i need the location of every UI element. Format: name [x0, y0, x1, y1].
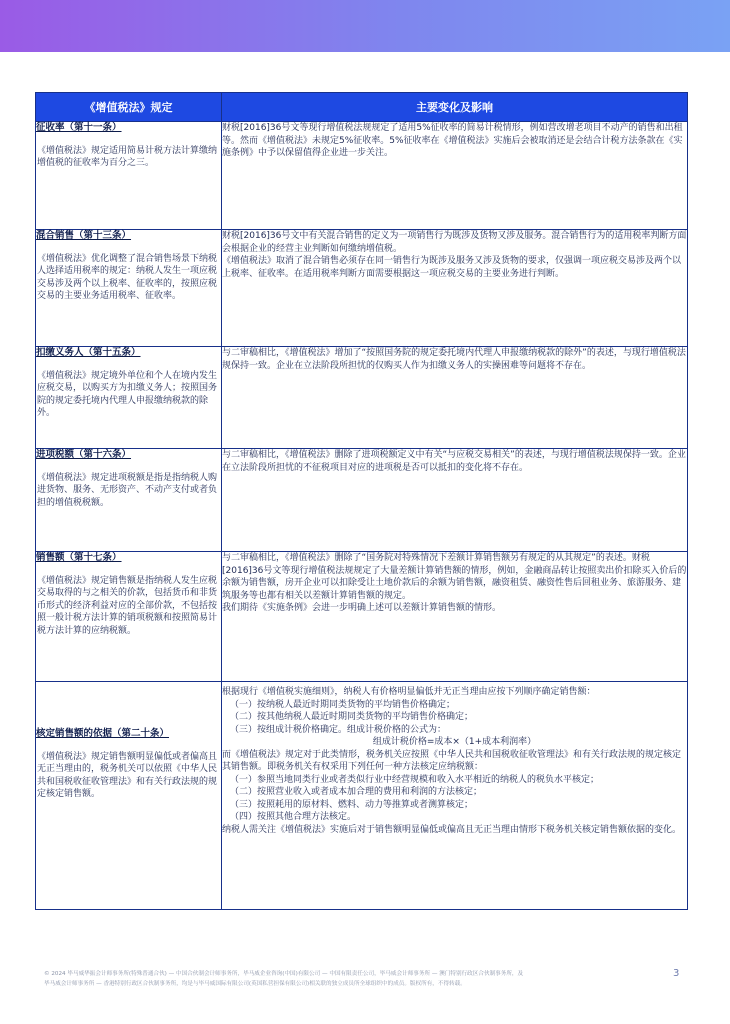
provision-description: 《增值税法》规定销售额是指纳税人发生应税交易取得的与之相关的价款，包括货币和非货币形式的经济利益对应的全部价款，不包括按照一般计税方法计算的销项税额和按照简易计税方法计算的应纳税额。 — [37, 575, 218, 636]
provision-description: 《增值税法》规定销售额明显偏低或者偏高且无正当理由的，税务机关可以依照《中华人民共和国税收征收管理法》和有关行政法规的规定核定销售额。 — [37, 751, 218, 799]
vat-law-table — [35, 92, 688, 910]
change-text: 与二审稿相比，《增值税法》删除了进项税额定义中有关“与应税交易相关”的表述，与现行增值税法规保持一致。企业在立法阶段所担忧的不征税项目对应的进项税是否可以抵扣的变化将不存在。 — [222, 450, 686, 473]
table-row — [36, 347, 688, 449]
change-cell — [222, 449, 688, 552]
copyright-footer — [44, 969, 654, 989]
provision-description: 《增值税法》规定适用简易计税方法计算缴纳增值税的征收率为百分之三。 — [37, 145, 218, 168]
change-middle: 而《增值税法》规定对于此类情形，税务机关应按照《中华人民共和国税收征收管理法》和有关行政法规的规定核定其销售额。即税务机关有权采用下列任何一种方法核定应纳税额： — [222, 749, 682, 772]
footer-line-1: © 2024 毕马威华振会计师事务所(特殊普通合伙) — 中国合伙制会计师事务所，毕马威企业咨询(中国)有限公司 — 中国有限责任公司，毕马威会计师事务所 — 澳门特别行政区合伙制事务所，及 — [44, 971, 524, 977]
change-cell — [222, 552, 688, 682]
provision-title: 核定销售额的依据（第二十条） — [36, 728, 170, 739]
provision-description: 《增值税法》优化调整了混合销售场景下纳税人选择适用税率的规定：纳税人发生一项应税交易涉及两个以上税率、征收率的，按照应税交易的主要业务适用税率、征收率。 — [37, 253, 218, 301]
provision-description: 《增值税法》规定进项税额是指是指纳税人购进货物、服务、无形资产、不动产支付或者负担的增值税税额。 — [37, 472, 218, 508]
change-text: 财税[2016]36号文等现行增值税法规规定了适用5%征收率的简易计税情形，例如营改增老项目不动产的销售和出租等。然而《增值税法》未规定5%征收率。5%征收率在《增值税法》实施后会被取消还是会结合计税方法条款在《实施条例》中予以保留值得企业进一步关注。 — [222, 123, 683, 158]
provision-cell — [36, 122, 222, 230]
provision-cell — [36, 449, 222, 552]
change-cell — [222, 122, 688, 230]
list-item: （四）按照其他合理方法核定。 — [230, 812, 357, 822]
change-text: 与二审稿相比，《增值税法》增加了“按照国务院的规定委托境内代理人申报缴纳税款的除外”的表述，与现行增值税法规保持一致。企业在立法阶段所担忧的仅购买人作为扣缴义务人的实操困难等问题将不存在。 — [222, 348, 686, 371]
change-intro: 根据现行《增值税实施细则》，纳税人有价格明显偏低并无正当理由应按下列顺序确定销售额： — [222, 687, 596, 697]
table-row — [36, 449, 688, 552]
formula-text: 组成计税价格=成本×（1+成本利润率） — [372, 737, 537, 747]
provision-title: 混合销售（第十三条） — [36, 230, 132, 241]
list-item: （三）按组成计税价格确定。组成计税价格的公式为： — [230, 724, 447, 735]
provision-title: 征收率（第十一条） — [36, 122, 122, 133]
provision-cell — [36, 682, 222, 910]
change-text-1: 与二审稿相比，《增值税法》删除了“国务院对特殊情况下差额计算销售额另有规定的从其规定”的表述。财税[2016]36号文等现行增值税法规规定了大量差额计算销售额的情形，例如，金融商品转让按照卖出价扣除买入价后的余额为销售额，房开企业可以扣除受让土地价款后的余额为销售额，融资租赁、融资性售后回租业务、旅游服务、建筑服务等也都有相关以差额计算销售额的规定。 — [222, 553, 687, 601]
provision-title: 销售额（第十七条） — [36, 552, 122, 563]
provision-cell — [36, 347, 222, 449]
table-row — [36, 682, 688, 910]
table-row — [36, 122, 688, 230]
change-text-2: 我们期待《实施条例》会进一步明确上述可以差额计算销售额的情形。 — [222, 603, 502, 613]
provision-cell — [36, 230, 222, 347]
change-outro: 纳税人需关注《增值税法》实施后对于销售额明显偏低或偏高且无正当理由情形下税务机关核定销售额依据的变化。 — [222, 824, 682, 835]
provision-description: 《增值税法》规定境外单位和个人在境内发生应税交易，以购买方为扣缴义务人；按照国务院的规定委托境内代理人申报缴纳税款的除外。 — [37, 370, 218, 418]
list-item: （三）按照耗用的原材料、燃料、动力等推算或者测算核定； — [230, 799, 474, 810]
list-item: （一）按纳税人最近时期同类货物的平均销售价格确定； — [230, 699, 456, 710]
change-cell — [222, 682, 688, 910]
table-row — [36, 230, 688, 347]
page-number: 3 — [673, 968, 680, 979]
list-item: （二）按照营业收入或者成本加合理的费用和利润的方法核定； — [230, 787, 483, 797]
provision-title: 扣缴义务人（第十五条） — [36, 347, 141, 358]
footer-line-2: 毕马威会计师事务所 — 香港特别行政区合伙制事务所，均是与毕马威国际有限公司(英国私营担保有限公司)相关联的独立成员所全球组织中的成员。版权所有，不得转载。 — [44, 981, 466, 987]
header-main-changes: 主要变化及影响 — [222, 93, 688, 122]
list-item: （二）按其他纳税人最近时期同类货物的平均销售价格确定； — [230, 712, 474, 722]
change-cell — [222, 347, 688, 449]
change-text-2: 《增值税法》取消了混合销售必须存在同一销售行为既涉及服务又涉及货物的要求，仅强调一项应税交易涉及两个以上税率、征收率。在适用税率判断方面需要根据这一项应税交易的主要业务进行判断。 — [222, 256, 682, 279]
list-item: （一）参照当地同类行业或者类似行业中经营规模和收入水平相近的纳税人的税负水平核定； — [230, 774, 600, 785]
top-banner — [0, 0, 730, 52]
change-text-1: 财税[2016]36号文中有关混合销售的定义为一项销售行为既涉及货物又涉及服务。混合销售行为的适用税率判断方面会根据企业的经营主业判断如何缴纳增值税。 — [222, 231, 687, 254]
provision-cell — [36, 552, 222, 682]
table-row — [36, 552, 688, 682]
table-header-row — [36, 93, 688, 122]
change-cell — [222, 230, 688, 347]
header-law-provision: 《增值税法》规定 — [36, 93, 222, 122]
provision-title: 进项税额（第十六条） — [36, 449, 132, 460]
